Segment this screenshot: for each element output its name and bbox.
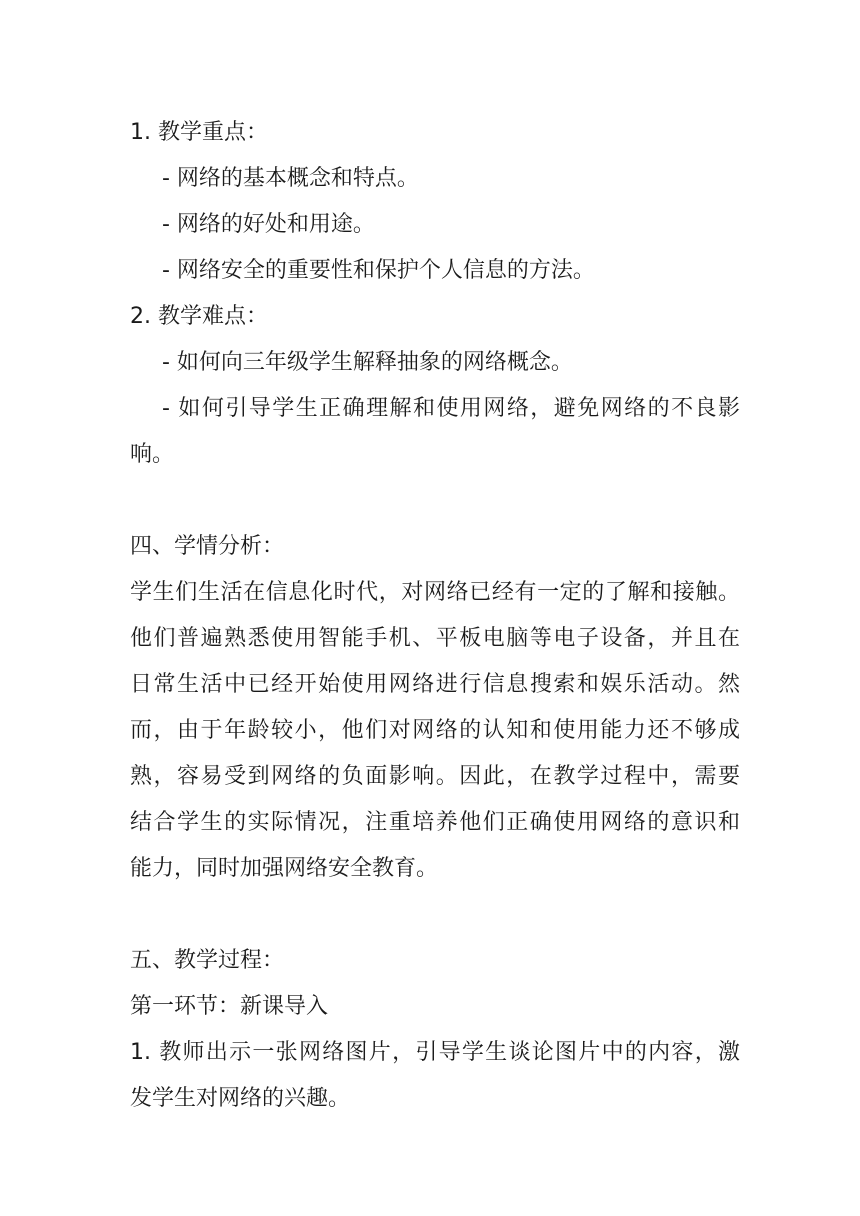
section-five-heading: 五、教学过程： (130, 948, 285, 973)
analysis-line-5: 熟，容易受到网络的负面影响。因此，在教学过程中，需要 (130, 764, 740, 789)
analysis-line-1: 学生们生活在信息化时代，对网络已经有一定的了解和接触。 (130, 580, 740, 605)
step-one-item-line-1: 1. 教师出示一张网络图片，引导学生谈论图片中的内容，激 (130, 1040, 740, 1065)
focus-heading: 1. 教学重点： (130, 120, 268, 145)
difficulty-heading: 2. 教学难点： (130, 304, 268, 329)
analysis-line-6: 结合学生的实际情况，注重培养他们正确使用网络的意识和 (130, 810, 740, 835)
difficulty-item-2: - 如何引导学生正确理解和使用网络，避免网络的不良影 (162, 396, 740, 421)
step-one-item-line-2: 发学生对网络的兴趣。 (130, 1086, 351, 1111)
document-body (130, 110, 740, 1122)
focus-item-3: - 网络安全的重要性和保护个人信息的方法。 (162, 258, 595, 283)
spacer (130, 892, 740, 938)
difficulty-item-2-continued: 响。 (130, 442, 175, 467)
focus-item-2: - 网络的好处和用途。 (162, 212, 375, 237)
focus-item-1: - 网络的基本概念和特点。 (162, 166, 419, 191)
section-four-heading: 四、学情分析： (130, 534, 285, 559)
spacer (130, 478, 740, 524)
analysis-line-7: 能力，同时加强网络安全教育。 (130, 856, 439, 881)
analysis-line-2: 他们普遍熟悉使用智能手机、平板电脑等电子设备，并且在 (130, 626, 740, 651)
analysis-line-4: 而，由于年龄较小，他们对网络的认知和使用能力还不够成 (130, 718, 740, 743)
difficulty-item-1: - 如何向三年级学生解释抽象的网络概念。 (162, 350, 573, 375)
analysis-line-3: 日常生活中已经开始使用网络进行信息搜索和娱乐活动。然 (130, 672, 740, 697)
step-one-heading: 第一环节：新课导入 (130, 994, 329, 1019)
